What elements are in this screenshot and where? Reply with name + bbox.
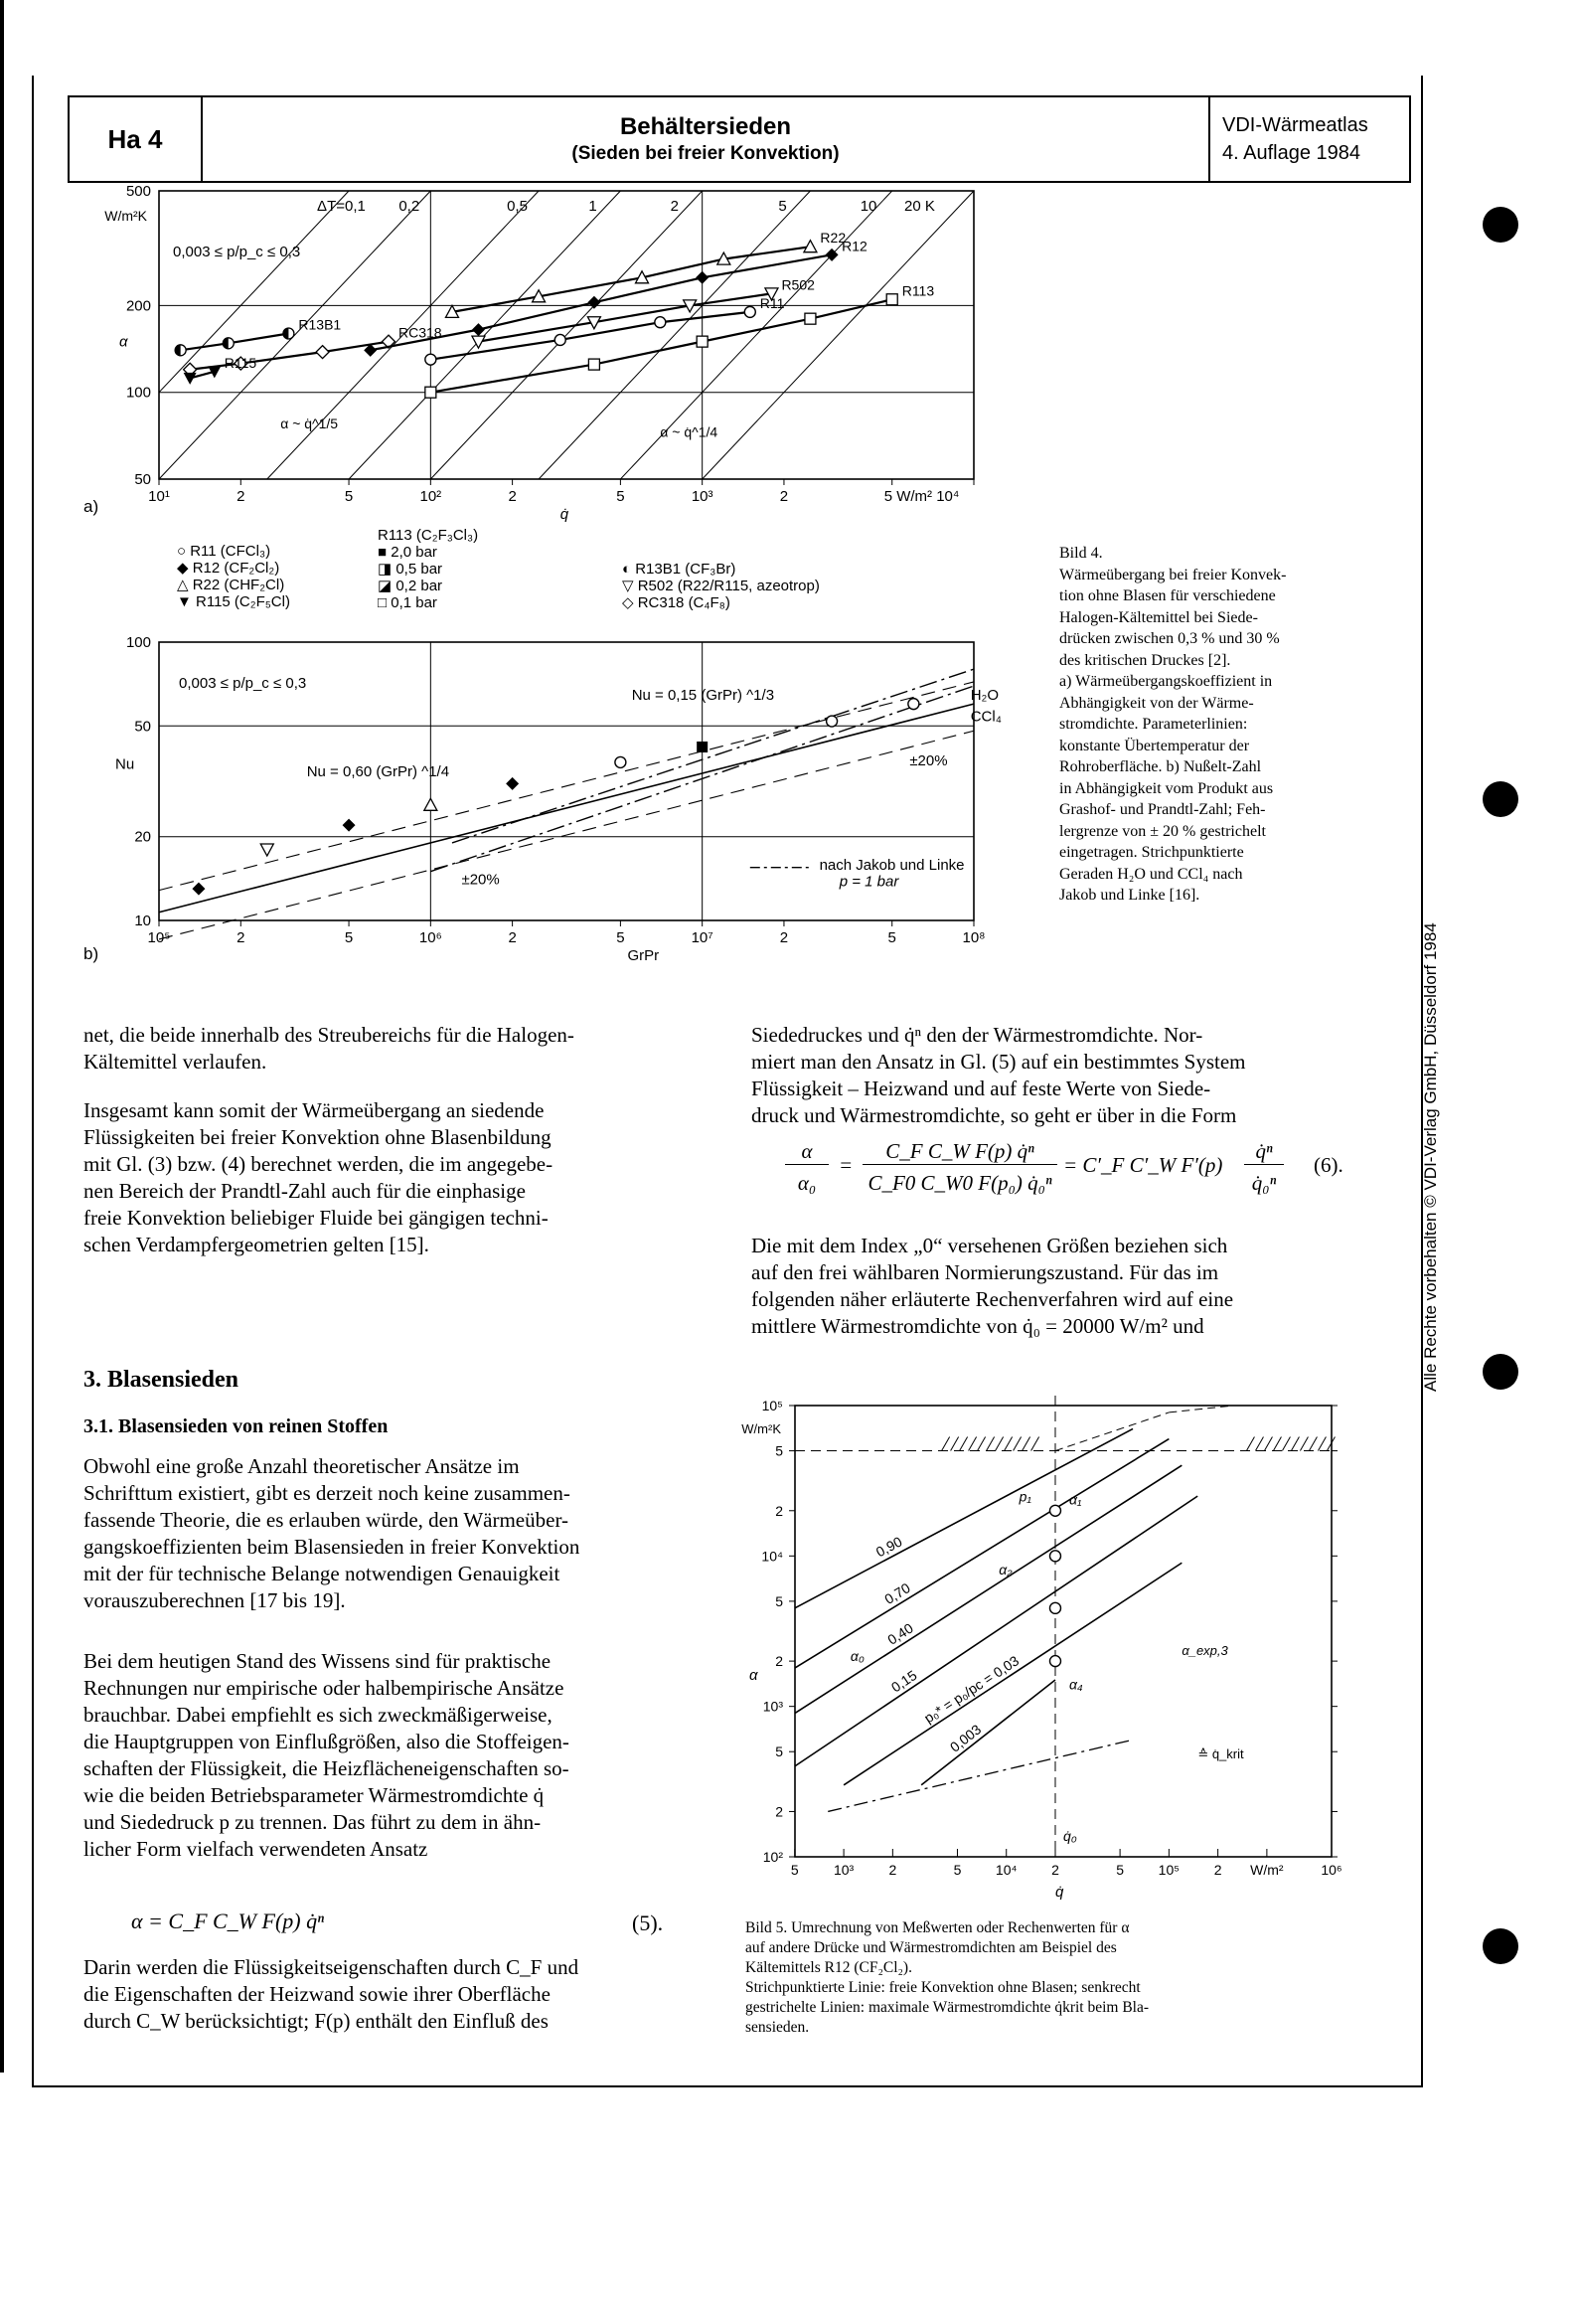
x-tick-label: 5 [616, 929, 625, 946]
x-tick-label: 2 [779, 929, 789, 946]
data-point [615, 756, 626, 767]
x-tick-label: 2 [1213, 1862, 1222, 1878]
text-line: gangskoeffizienten beim Blasensieden in freier Konvektion [83, 1535, 580, 1559]
eq6-frac-numerator: q̇ⁿ [1244, 1139, 1284, 1165]
x-tick-label: 5 [1116, 1862, 1125, 1878]
hatch-mark [942, 1437, 950, 1451]
legend-item: ▼ R115 (C₂F₅Cl) [177, 593, 290, 610]
nu-third-label: Nu = 0,15 (GrPr) ^1/3 [631, 687, 775, 705]
hatch-mark [1031, 1437, 1039, 1451]
panel-a-label: a) [83, 497, 99, 516]
reference-point [1049, 1656, 1060, 1667]
publication-edition: 4. Auflage 1984 [1222, 142, 1361, 164]
x-tick-label: 5 W/m² 10⁴ [883, 488, 960, 505]
caption-line: Abhängigkeit von der Wärme- [1059, 694, 1254, 712]
series-line [190, 342, 389, 370]
caption-line: stromdichte. Parameterlinien: [1059, 716, 1248, 733]
hatch-mark [996, 1437, 1004, 1451]
error-label: ±20% [909, 752, 948, 770]
section-code: Ha 4 [70, 97, 203, 181]
series-line [478, 293, 771, 341]
y-tick-label: 10⁵ [761, 1398, 783, 1413]
x-tick-label: 10³ [691, 488, 713, 505]
plot-frame [795, 1406, 1332, 1857]
y-tick-label: 2 [775, 1502, 783, 1519]
punch-hole-icon [1483, 207, 1518, 243]
text-line: freie Konvektion beliebiger Fluide bei gängigen techni- [83, 1206, 549, 1230]
data-point [805, 313, 816, 324]
y-tick-label: 10⁴ [761, 1548, 783, 1565]
data-point [425, 387, 436, 398]
legend-title: R113 (C₂F₃Cl₃) [378, 527, 479, 544]
x-tick-label: 2 [779, 488, 789, 505]
data-point [343, 819, 356, 832]
text-line: fassende Theorie, die es erlauben würde, den Wärmeüber- [83, 1508, 569, 1532]
x-tick-label: 10⁶ [1321, 1862, 1342, 1878]
caption-line: gestrichelte Linien: maximale Wärmestromdichte q̇krit beim Bla- [745, 1999, 1150, 2016]
eq6-left-numerator: α [785, 1139, 829, 1165]
legend-item: △ R22 (CHF₂Cl) [177, 577, 285, 593]
label-alpha0: α₀ [850, 1648, 865, 1665]
hatch-mark [1318, 1437, 1326, 1451]
x-tick-label: 2 [888, 1862, 897, 1878]
data-point [506, 777, 519, 790]
caption-line: a) Wärmeübergangskoeffizient in [1059, 673, 1273, 690]
hatch-mark [1309, 1437, 1317, 1451]
condition-label: 0,003 ≤ p/p_c ≤ 0,3 [173, 244, 301, 260]
text-line: die Eigenschaften der Heizwand sowie ihrer Oberfläche [83, 1982, 551, 2006]
eq6-frac-denominator: q̇₀ⁿ [1251, 1171, 1277, 1195]
ccl4-label: CCl₄ [970, 708, 1002, 726]
param-line-label: 5 [778, 198, 787, 215]
text-line: licher Form vielfach verwendeten Ansatz [83, 1837, 428, 1861]
figure-5-chart [735, 1382, 1371, 1918]
header-publication-block [1210, 97, 1409, 181]
condition-label: 0,003 ≤ p/p_c ≤ 0,3 [179, 675, 307, 692]
caption-line: drücken zwischen 0,3 % und 30 % [1059, 630, 1280, 647]
data-point [587, 296, 600, 309]
param-line-label: 2 [670, 198, 680, 215]
x-axis-label: GrPr [627, 947, 660, 964]
param-line-label: 1 [588, 198, 597, 215]
y-tick-label: 10² [762, 1849, 783, 1865]
punch-hole-icon [1483, 1928, 1518, 1964]
panel-b-label: b) [83, 944, 99, 963]
paragraph-index-zero [751, 1233, 1387, 1340]
data-point [424, 798, 437, 810]
paragraph-theory [83, 1453, 719, 1614]
hatch-mark [1255, 1437, 1263, 1451]
data-point [316, 346, 329, 359]
x-tick-label: 5 [790, 1862, 799, 1878]
punch-hole-icon [1483, 781, 1518, 817]
header-subtitle: (Sieden bei freier Konvektion) [571, 143, 840, 164]
data-point [554, 334, 565, 345]
x-tick-label: 10⁵ [1158, 1862, 1181, 1878]
x-tick-label: 5 [344, 488, 354, 505]
caption-line: Strichpunktierte Linie: freie Konvektion ohne Blasen; senkrecht [745, 1979, 1141, 1996]
y-tick-label: 50 [134, 471, 151, 488]
y-unit-label: W/m²K [741, 1421, 781, 1436]
y-tick-label: 200 [125, 297, 151, 315]
y-tick-label: 10³ [762, 1698, 783, 1715]
text-line: Flüssigkeit – Heizwand und auf feste Werte von Siede- [751, 1077, 1211, 1100]
param-line-label: 0,5 [507, 198, 528, 215]
data-point [744, 306, 755, 317]
caption-line: Grashof- und Prandtl-Zahl; Feh- [1059, 801, 1266, 818]
paragraph-practice [83, 1648, 719, 1863]
free-convection-line [828, 1740, 1133, 1811]
reference-point [1049, 1551, 1060, 1562]
legend-item: ■ 2,0 bar [378, 544, 437, 561]
text-line: Flüssigkeiten bei freier Konvektion ohne Blasenbildung [83, 1125, 552, 1149]
series-label: RC318 [397, 324, 442, 341]
pressure-label: p₀* = p₀/pc = 0,03 [921, 1652, 1023, 1727]
publication-name: VDI-Wärmeatlas [1222, 114, 1368, 136]
x-tick-label: 2 [237, 488, 245, 505]
equation-5: α = C_F C_W F(p) q̇ⁿ [131, 1909, 325, 1933]
y-tick-label: 2 [775, 1803, 783, 1820]
y-tick-label: 100 [125, 384, 151, 402]
punch-hole-icon [1483, 1354, 1518, 1390]
text-line: Rechnungen nur empirische oder halbempirische Ansätze [83, 1676, 564, 1700]
label-alpha-exp3: α_exp,3 [1182, 1642, 1228, 1658]
hatch-mark [951, 1437, 959, 1451]
caption-line: des kritischen Druckes [2]. [1059, 651, 1231, 669]
param-line-label: 0,2 [398, 198, 420, 215]
legend-item: ▽ R502 (R22/R115, azeotrop) [622, 578, 820, 594]
scan-edge [0, 0, 4, 2073]
eq6-mid-numerator: C_F C_W F(p) q̇ⁿ [863, 1139, 1057, 1165]
heading-section-3-1: 3.1. Blasensieden von reinen Stoffen [83, 1415, 389, 1437]
hatch-mark [987, 1437, 995, 1451]
x-tick-label: 10⁷ [691, 929, 713, 946]
header-title: Behältersieden [619, 113, 792, 140]
pressure-label: 0,90 [872, 1533, 905, 1561]
caption-title: Bild 4. [1059, 545, 1103, 562]
slope-annotation: α ~ q̇^1/5 [280, 415, 339, 431]
param-line-label: 20 K [904, 198, 935, 215]
data-point [425, 354, 436, 365]
caption-line: Rohroberfläche. b) Nußelt-Zahl [1059, 758, 1262, 775]
figure-5-caption [745, 1918, 1381, 2038]
legend-item: ◪ 0,2 bar [378, 578, 443, 594]
legend-item: ◐ R13B1 (CF₃Br) [622, 561, 736, 578]
series-label: R113 [901, 282, 935, 299]
legend-left [177, 543, 290, 610]
param-line-label: ΔT=0,1 [317, 198, 366, 215]
heading-section-3: 3. Blasensieden [83, 1367, 239, 1393]
hatch-mark [1291, 1437, 1299, 1451]
text-line: miert man den Ansatz in Gl. (5) auf ein bestimmtes System [751, 1050, 1246, 1074]
caption-line: Jakob und Linke [16]. [1059, 887, 1200, 904]
caption-line: tion ohne Blasen für verschiedene [1059, 587, 1276, 604]
legend-mid [378, 527, 478, 611]
caption-line: sensieden. [745, 2019, 810, 2036]
x-tick-label: 5 [344, 929, 354, 946]
series-label: R11 [759, 294, 785, 311]
label-p1: p₁ [1019, 1488, 1031, 1505]
data-point [192, 883, 205, 896]
text-line: durch C_W berücksichtigt; F(p) enthält den Einfluß des [83, 2009, 549, 2033]
text-line: Siededruckes und q̇ⁿ den der Wärmestromdichte. Nor- [751, 1023, 1203, 1047]
caption-line: in Abhängigkeit vom Produkt aus [1059, 779, 1274, 797]
legend-item: ◨ 0,5 bar [378, 561, 443, 578]
pressure-label: 0,15 [887, 1666, 920, 1696]
y-tick-label: 20 [134, 828, 151, 846]
pressure-label: p = 1 bar [839, 873, 899, 891]
text-line: druck und Wärmestromdichte, so geht er über in die Form [751, 1103, 1237, 1127]
data-point [827, 716, 838, 727]
paragraph-continuation [83, 1022, 719, 1076]
data-point [696, 271, 709, 284]
caption-line: Halogen-Kältemittel bei Siede- [1059, 608, 1258, 626]
eq6-mid-denominator: C_F0 C_W0 F(p₀) q̇₀ⁿ [867, 1171, 1052, 1195]
x-tick-label: 10¹ [148, 488, 170, 505]
y-tick-label: 500 [125, 183, 151, 200]
eq6-right: = C′_F C′_W F′(p) [1063, 1153, 1223, 1177]
hatch-mark [1014, 1437, 1022, 1451]
hatch-mark [978, 1437, 986, 1451]
hatch-mark [1264, 1437, 1272, 1451]
x-axis-label: q̇ [559, 506, 569, 523]
pressure-label: 0,003 [946, 1721, 985, 1755]
text-line: Obwohl eine große Anzahl theoretischer Ansätze im [83, 1454, 520, 1478]
text-line: nen Bereich der Prandtl-Zahl auch für die einphasige [83, 1179, 526, 1203]
pressure-label: 0,70 [881, 1579, 913, 1607]
caption-line: lergrenze von ± 20 % gestrichelt [1059, 822, 1266, 840]
text-line: die Hauptgruppen von Einflußgrößen, also die Stoffeigen- [83, 1730, 569, 1753]
text-line: vorauszuberechnen [17 bis 19]. [83, 1588, 346, 1612]
text-line: Kältemittel verlaufen. [83, 1050, 267, 1074]
y-tick-label: 5 [775, 1442, 783, 1459]
jakob-legend-label: nach Jakob und Linke [819, 857, 965, 875]
data-point [260, 844, 273, 856]
data-point [472, 323, 485, 336]
text-line: Schrifttum existiert, gibt es derzeit noch keine zusammen- [83, 1481, 570, 1505]
series-label: R22 [820, 230, 847, 247]
hatch-mark [1273, 1437, 1281, 1451]
text-line: auf den frei wählbaren Normierungszustand. Für das im [751, 1260, 1219, 1284]
x-tick-label: 2 [237, 929, 245, 946]
text-line: Darin werden die Flüssigkeitseigenschaften durch C_F und [83, 1955, 579, 1979]
y-axis-label: Nu [115, 755, 135, 773]
hatch-mark [1005, 1437, 1013, 1451]
label-alpha2: α₂ [999, 1562, 1013, 1578]
x-tick-label: 10⁴ [995, 1862, 1018, 1878]
hatch-mark [1023, 1437, 1030, 1451]
caption-line: Wärmeübergang bei freier Konvek- [1059, 566, 1287, 583]
figure-4-caption [1059, 543, 1377, 907]
data-point [908, 699, 919, 710]
text-line: folgenden näher erläuterte Rechenverfahren wird auf eine [751, 1287, 1234, 1311]
series-line [430, 299, 891, 392]
text-line: Die mit dem Index „0“ versehenen Größen beziehen sich [751, 1234, 1228, 1257]
x-tick-label: 2 [508, 929, 517, 946]
x-tick-label: 5 [887, 929, 896, 946]
eq6-equals: = [839, 1153, 854, 1177]
legend-item: ◆ R12 (CF₂Cl₂) [177, 560, 280, 577]
y-tick-label: 5 [775, 1592, 783, 1609]
x-tick-label: 10⁵ [147, 929, 171, 946]
x-tick-label: 2 [1051, 1862, 1059, 1878]
data-point [804, 241, 817, 252]
text-line: mit der für technische Belange notwendigen Genauigkeit [83, 1562, 560, 1585]
caption-line: Bild 5. Umrechnung von Meßwerten oder Rechenwerten für α [745, 1919, 1130, 1936]
series-line [452, 247, 810, 312]
x-tick-label: 10⁶ [418, 929, 442, 946]
legend-item: ◇ RC318 (C₄F₈) [622, 594, 730, 611]
series-label: R13B1 [298, 316, 342, 333]
y-unit-label: W/m²K [104, 208, 147, 224]
text-line: net, die beide innerhalb des Streubereichs für die Halogen- [83, 1023, 574, 1047]
text-line: schaften der Flüssigkeit, die Heizflächeneigenschaften so- [83, 1756, 569, 1780]
data-point [697, 742, 708, 752]
pressure-label: 0,40 [884, 1619, 916, 1648]
caption-line: Kältemittels R12 (CF₂Cl₂). [745, 1959, 912, 1976]
legend-item: □ 0,1 bar [378, 594, 437, 611]
text-line: wie die beiden Betriebsparameter Wärmestromdichte q̇ [83, 1783, 545, 1807]
text-line: mit Gl. (3) bzw. (4) berechnet werden, die im angegebe- [83, 1152, 553, 1176]
paragraph-summary [83, 1097, 719, 1258]
text-line: mittlere Wärmestromdichte von q̇₀ = 20000 W/m² und [751, 1314, 1204, 1338]
x-tick-label: 5 [616, 488, 625, 505]
reference-point [1049, 1602, 1060, 1613]
y-tick-label: 50 [134, 718, 151, 736]
copyright-notice: Alle Rechte vorbehalten © VDI-Verlag GmbH, Düsseldorf 1984 [1421, 922, 1440, 1392]
x-tick-label: 2 [508, 488, 517, 505]
data-point [697, 336, 708, 347]
series-line [181, 334, 289, 351]
series-label: R115 [224, 354, 257, 371]
pressure-line [795, 1428, 1133, 1607]
hatch-mark [969, 1437, 977, 1451]
text-line: und Siededruck p zu trennen. Das führt zu dem in ähn- [83, 1810, 542, 1834]
y-axis-label: α [749, 1667, 758, 1685]
legend-right [622, 561, 820, 611]
x-tick-label: W/m² [1250, 1862, 1284, 1878]
y-tick-label: 100 [125, 634, 151, 651]
error-band-line [159, 731, 974, 939]
paragraph-normalization [751, 1022, 1387, 1129]
label-q0: q̇₀ [1062, 1828, 1077, 1844]
data-point [184, 373, 197, 385]
text-line: schen Verdampfergeometrien gelten [15]. [83, 1233, 429, 1256]
label-alpha4: α₄ [1068, 1676, 1083, 1693]
crit-line [1169, 1406, 1233, 1412]
caption-line: konstante Übertemperatur der [1059, 737, 1250, 754]
page-header [68, 95, 1411, 183]
y-tick-label: 2 [775, 1653, 783, 1670]
hatch-mark [960, 1437, 968, 1451]
paragraph-coefficients [83, 1954, 719, 2035]
figure-4a-chart [89, 183, 1043, 523]
eq6-left-denominator: α₀ [797, 1171, 817, 1195]
x-tick-label: 10² [419, 488, 442, 505]
pressure-line [921, 1680, 1055, 1785]
y-tick-label: 10 [134, 913, 151, 929]
x-tick-label: 10³ [833, 1862, 855, 1878]
caption-line: eingetragen. Strichpunktierte [1059, 844, 1244, 861]
slope-annotation: α ~ q̇^1/4 [660, 423, 718, 440]
x-tick-label: 5 [953, 1862, 962, 1878]
y-tick-label: 5 [775, 1743, 783, 1760]
x-tick-label: 10⁸ [962, 929, 986, 946]
param-line-label: 10 [860, 198, 877, 215]
crit-line [1055, 1412, 1169, 1451]
text-line: Bei dem heutigen Stand des Wissens sind für praktische [83, 1649, 552, 1673]
series-label: R12 [842, 238, 867, 254]
series-label: R502 [781, 276, 815, 293]
y-axis-label: α [119, 333, 128, 351]
data-point [886, 294, 897, 305]
equation-5-number: (5). [632, 1910, 664, 1935]
nu-quarter-label: Nu = 0,60 (GrPr) ^1/4 [306, 762, 450, 780]
label-alpha1: α₁ [1068, 1491, 1082, 1508]
equation-6-number: (6). [1314, 1153, 1343, 1177]
figure-4b-chart [89, 636, 1043, 974]
label-qkrit: ≙ q̇_krit [1197, 1746, 1244, 1762]
data-point [588, 359, 599, 370]
text-line: brauchbar. Dabei empfiehlt es sich zweckmäßigerweise, [83, 1703, 552, 1727]
data-point [655, 317, 666, 328]
error-label: ±20% [461, 871, 500, 889]
equation-6 [785, 1139, 1401, 1219]
h2o-label: H₂O [970, 687, 1000, 705]
caption-line: Geraden H₂O und CCl₄ nach [1059, 865, 1243, 883]
hatch-mark [1246, 1437, 1254, 1451]
reference-point [1049, 1505, 1060, 1516]
legend-item: ○ R11 (CFCl₃) [177, 543, 271, 560]
caption-line: auf andere Drücke und Wärmestromdichten am Beispiel des [745, 1939, 1117, 1956]
x-axis-label: q̇ [1054, 1884, 1064, 1901]
hatch-mark [1282, 1437, 1290, 1451]
header-title-block [203, 97, 1210, 181]
text-line: Insgesamt kann somit der Wärmeübergang an siedende [83, 1098, 545, 1122]
hatch-mark [1300, 1437, 1308, 1451]
